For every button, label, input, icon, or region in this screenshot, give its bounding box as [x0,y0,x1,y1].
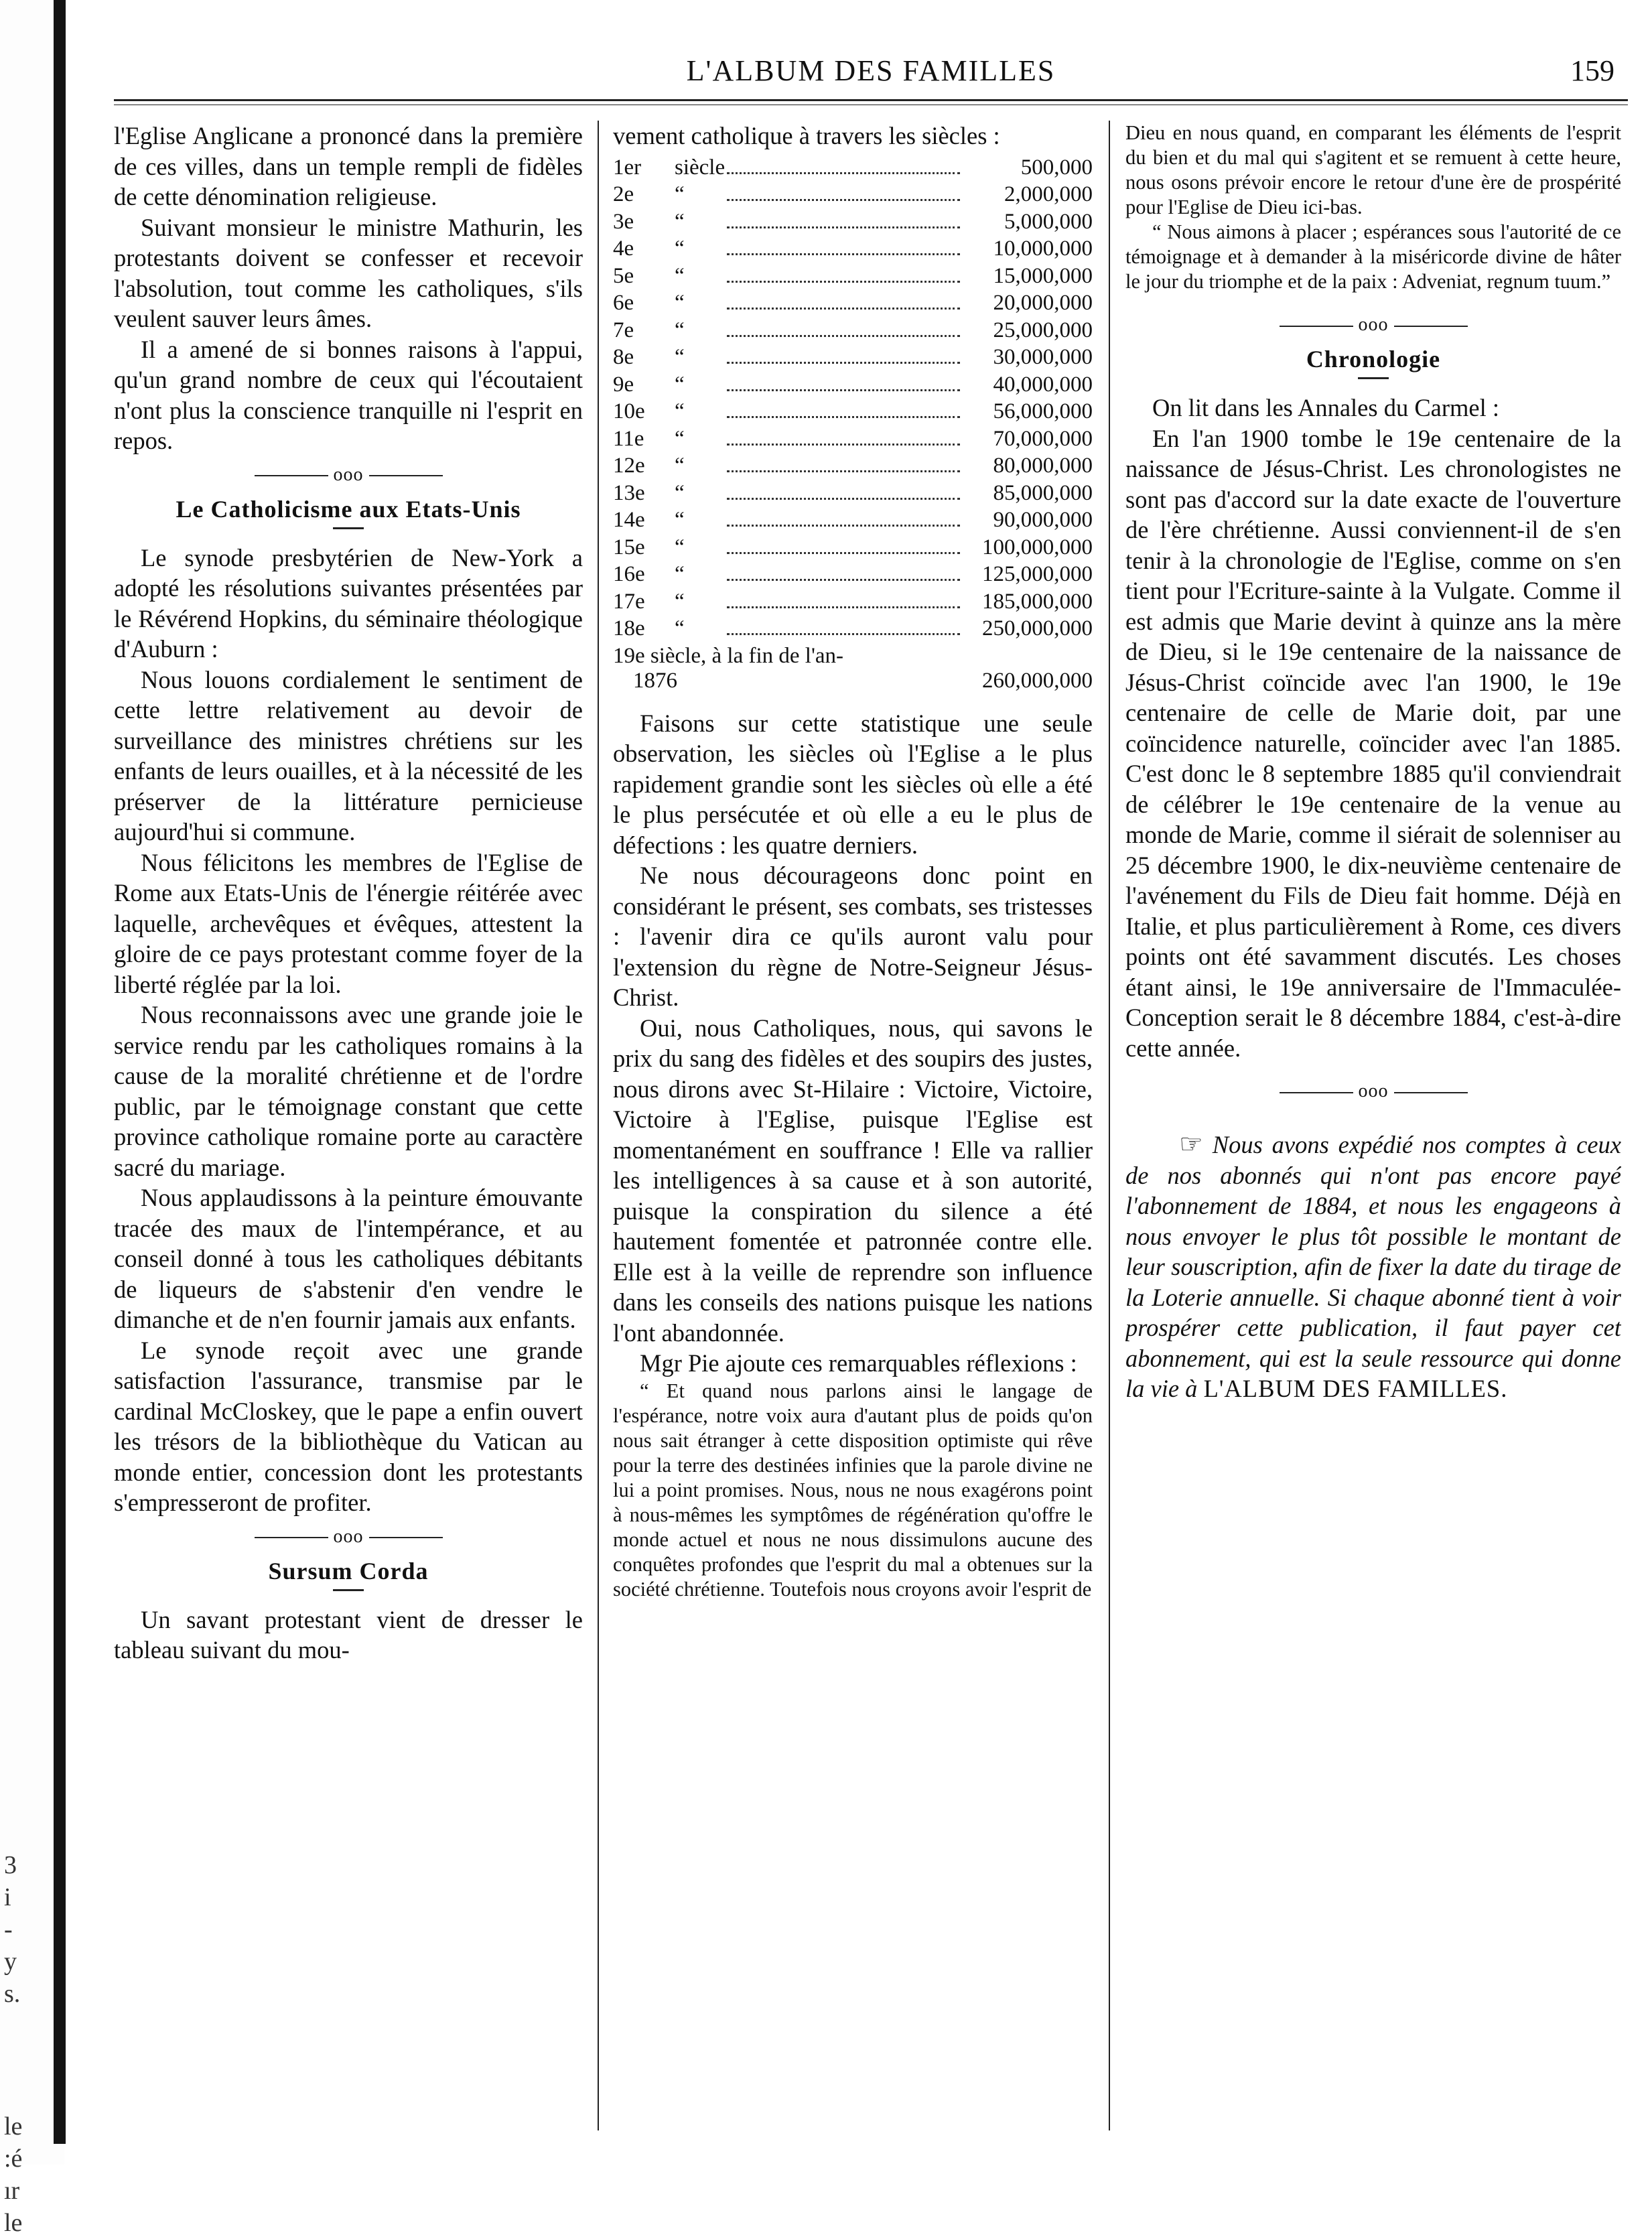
century-unit: “ [675,372,685,397]
leader-dots [727,389,960,391]
leader-dots [727,579,960,581]
century-value: 10,000,000 [993,236,1093,261]
paragraph: Mgr Pie ajoute ces remarquables réflexions : [640,1349,1077,1377]
century-value: 40,000,000 [993,372,1093,397]
century-statistics-table [613,155,1093,693]
century-number: 12e [613,454,645,478]
column-3 [1125,121,1621,2130]
section-heading: Chronologie [1306,346,1441,372]
century-number: 19e siècle, à la fin de l'an- [613,643,844,668]
century-value: 25,000,000 [993,318,1093,342]
leader-dots [727,633,960,635]
table-row [613,427,1093,454]
paragraph: Nous louons cordialement le sentiment de cette lettre relativement au devoir de surveillance des ministres chrétiens sur les enfants de leurs ouailles, et à la nécessité de les préserver de la littérature pernicieuse aujourd'hui si commune. [114,665,583,845]
quotation: Dieu en nous quand, en comparant les éléments de l'esprit du bien et du mal qui s'agitent et se remuent à cette heure, nous osons prévoir encore le retour d'une ère de prospérité pour l'Eglise de Dieu ici-bas. [1125,121,1621,218]
column-divider [598,121,599,2130]
column-2 [613,121,1093,2130]
leader-dots [727,498,960,500]
bleed-fragment: le [4,2209,23,2237]
pointing-hand-icon: ☞ [1179,1129,1203,1159]
paragraph: Nous applaudissons à la peinture émouvante tracée des maux de l'intempérance, et au conseil donné à tous les catholiques débitants de liqueurs de s'abstenir d'en vendre le dimanche et de n'en fournir jamais aux enfants. [114,1184,583,1333]
paragraph: Le synode reçoit avec une grande satisfaction l'assurance, transmise par le cardinal McCloskey, que le pape a enfin ouvert les trésors de la bibliothèque du Vatican au monde entier, concession dont les protestants s'empresseront de profiter. [114,1336,583,1516]
quotation: “ Et quand nous parlons ainsi le langage de l'espérance, notre voix aura d'autant plus de poids qu'on nous sait étranger à cette disposition optimiste qui rêve pour la terre des destinées infinies que la parole divine ne lui a point promises. Nous, nous ne nous exagérons point à nous-mêmes les symptômes de régénération qu'offre le monde actuel et nous ne nous dissimulons aucune des conquêtes profondes que l'esprit du mal a obtenues sur la société chrétienne. Toutefois nous croyons avoir l'esprit de [613,1379,1093,1601]
century-unit: “ [675,399,685,423]
century-value: 56,000,000 [993,399,1093,423]
century-number: 15e [613,535,645,559]
century-number: 18e [613,616,645,640]
century-value: 5,000,000 [1004,209,1093,234]
table-row [613,372,1093,400]
paragraph: Faisons sur cette statistique une seule observation, les siècles où l'Eglise a le plus rapidement grandie sont les siècles où elle a été le plus persécutée et où elle a eu le plus de défections : les quatre derniers. [613,709,1093,859]
header-rule [114,99,1628,101]
table-row [613,236,1093,264]
leader-dots [727,308,960,310]
table-row [613,616,1093,644]
century-number: 9e [613,372,634,397]
table-row [613,345,1093,372]
leader-dots [727,199,960,201]
century-number: 2e [613,182,634,206]
century-unit: “ [675,426,685,451]
table-row [613,562,1093,590]
century-unit: “ [675,616,685,640]
subscription-notice [1125,1129,1621,1404]
century-number: 16e [613,562,645,586]
table-row [613,590,1093,617]
leader-dots [727,253,960,255]
century-unit: “ [675,535,685,559]
running-title: L'ALBUM DES FAMILLES [686,54,1056,87]
bleed-fragment: :é [4,2145,23,2173]
century-value: 80,000,000 [993,454,1093,478]
century-unit: “ [675,480,685,505]
leader-dots [727,172,960,174]
section-separator: ooo [1125,1081,1621,1102]
paragraph: Il a amené de si bonnes raisons à l'appui, qu'un grand nombre de ceux qui l'écoutaient n'ont plus la conscience tranquille ni l'esprit en repos. [114,335,583,454]
century-unit: “ [675,182,685,206]
notice-text: Nous avons expédié nos comptes à ceux de nos abonnés qui n'ont pas encore payé l'abonnement de 1884, et nous les engageons à nous envoyer le plus tôt possible le montant de leur souscription, afin de fixer la date du tirage de la Loterie annuelle. Si chaque abonné tient à voir prospérer cette publication, il faut payer cet abonnement, qui est la seule ressource qui donne la vie à [1125,1131,1621,1402]
heading-dash [333,1589,364,1591]
bleed-fragment: i [4,1883,11,1911]
century-value: 500,000 [1020,155,1093,180]
century-number: 4e [613,236,634,261]
bleed-fragment: y [4,1948,17,1976]
century-value: 2,000,000 [1004,182,1093,206]
leader-dots [727,606,960,608]
century-unit: “ [675,454,685,478]
table-row [613,318,1093,346]
paragraph: Un savant protestant vient de dresser le tableau suivant du mou- [114,1605,583,1664]
century-value: 260,000,000 [982,668,1093,693]
century-value: 185,000,000 [982,589,1093,614]
paragraph: On lit dans les Annales du Carmel : [1152,394,1500,421]
page-number: 159 [1570,54,1614,87]
paragraph: Oui, nous Catholiques, nous, qui savons le prix du sang des fidèles et des soupirs des justes, nous dirons avec St-Hilaire : Victoire, Victoire, Victoire à l'Eglise, puisque l'Eglise est momentanément en souffrance ! Elle va rallier les intelligences à sa cause et à son autorité, puisque la conspiration du silence a été hautement fomentée et patronnée contre elle. Elle est à la veille de reprendre son influence dans les conseils des nations puisque les nations l'ont abandonnée. [613,1014,1093,1347]
binding-edge-rule [54,0,66,2144]
leader-dots [727,470,960,472]
century-value: 85,000,000 [993,480,1093,505]
century-value: 30,000,000 [993,345,1093,369]
leader-dots [727,525,960,527]
table-row [613,264,1093,291]
century-unit: “ [675,318,685,342]
century-number: 6e [613,291,634,315]
columns [114,121,1628,2130]
century-number: 7e [613,318,634,342]
leader-dots [727,444,960,446]
paragraph: Nous félicitons les membres de l'Eglise de Rome aux Etats-Unis de l'énergie réitérée avec laquelle, archevêques et évêques, attestent la gloire de ce pays protestant comme foyer de la liberté réglée par la loi. [114,848,583,998]
century-unit: “ [675,209,685,234]
table-row [613,454,1093,481]
century-value: 90,000,000 [993,508,1093,532]
bleed-fragment: s. [4,1980,21,2008]
page-header [114,40,1628,107]
century-value: 20,000,000 [993,291,1093,315]
paragraph: Ne nous décourageons donc point en considérant le présent, ses combats, ses tristesses : l'avenir dira ce qu'ils auront valu pour l'extension du règne de Notre-Seigneur Jésus-Christ. [613,862,1093,1011]
century-unit: “ [675,589,685,614]
century-number: 5e [613,263,634,288]
table-row [613,155,1093,183]
century-value: 100,000,000 [982,535,1093,559]
century-number: 13e [613,480,645,505]
bleed-fragment: - [4,1915,13,1944]
quotation: “ Nous aimons à placer ; espérances sous l'autorité de ce témoignage et à demander à la miséricorde divine de hâter le jour du triomphe et de la paix : Adveniat, regnum tuum.” [1125,220,1621,293]
section-separator: ooo [1125,314,1621,336]
newspaper-page [114,40,1628,2137]
paragraph: vement catholique à travers les siècles : [613,122,1000,149]
facing-page-bleed-text [4,1849,44,2239]
century-value: 15,000,000 [993,263,1093,288]
table-row [613,291,1093,318]
heading-dash [333,527,364,529]
section-separator: ooo [114,464,583,486]
century-value: 70,000,000 [993,426,1093,451]
century-number: 3e [613,209,634,234]
leader-dots [727,281,960,283]
century-number: 1er [613,155,642,180]
century-unit: siècle [675,155,726,180]
century-number: 11e [613,426,644,451]
leader-dots [727,552,960,554]
bleed-fragment: ır [4,2177,20,2205]
table-row [613,508,1093,535]
century-value: 250,000,000 [982,616,1093,640]
century-unit: “ [675,508,685,532]
table-row [613,644,1093,693]
paragraph: Nous reconnaissons avec une grande joie le service rendu par les catholiques romains à la cause de la moralité chrétienne et de l'ordre public, par le témoignage constant que cette province catholique romaine porte au caractère sacré du mariage. [114,1001,583,1181]
century-unit: “ [675,345,685,369]
column-1 [114,121,583,2130]
leader-dots [727,362,960,364]
table-row [613,210,1093,237]
century-number: 14e [613,508,645,532]
leader-dots [727,335,960,337]
leader-dots [727,416,960,418]
century-value: 125,000,000 [982,562,1093,586]
century-unit: “ [675,263,685,288]
notice-publication-name: L'ALBUM DES FAMILLES. [1203,1375,1508,1402]
century-number: 17e [613,589,645,614]
paragraph: Suivant monsieur le ministre Mathurin, les protestants doivent se confesser et recevoir l'absolution, tout comme les catholiques, s'ils veulent sauver leurs âmes. [114,213,583,332]
century-unit: “ [675,236,685,261]
heading-dash [1358,377,1389,379]
bleed-fragment: le [4,2112,23,2141]
leader-dots [727,226,960,228]
table-row [613,399,1093,427]
paragraph: En l'an 1900 tombe le 19e centenaire de la naissance de Jésus-Christ. Les chronologistes ne sont pas d'accord sur la date exacte de l'ouverture de l'ère chrétienne. Aussi conviennent-il de s'en tenir à la chronologie de l'Eglise, comme on s'en tient pour l'Ecriture-sainte à la Vulgate. Comme il est admis que Marie devint à quinze ans la mère de Dieu, si le 19e centenaire de la naissance de Jésus-Christ coïncide avec l'an 1900, le 19e centenaire de celle de Marie doit, par une coïncidence naturelle, coïncider avec l'an 1885. C'est donc le 8 septembre 1885 qu'il conviendrait de célébrer le 19e centenaire de la venue au monde de Marie, comme il siérait de solenniser au 25 décembre 1900, le dix-neuvième centenaire de l'avénement du Fils de Dieu fait homme. Déjà en Italie, et plus particulièrement à Rome, ces divers points ont été savamment discutés. Les choses étant ainsi, le 19e anniversaire de l'Immaculée-Conception serait le 8 décembre 1884, c'est-à-dire cette année. [1125,424,1621,1062]
paragraph: Le synode presbytérien de New-York a adopté les résolutions suivantes présentées par le Révérend Hopkins, du séminaire théologique d'Auburn : [114,543,583,663]
section-heading: Sursum Corda [268,1557,429,1584]
table-row [613,182,1093,210]
section-heading: Le Catholicisme aux Etats-Unis [176,495,521,523]
century-unit: “ [675,291,685,315]
century-number: 8e [613,345,634,369]
column-divider [1109,121,1110,2130]
section-separator: ooo [114,1526,583,1548]
century-number: 10e [613,399,645,423]
paragraph: l'Eglise Anglicane a prononcé dans la première de ces villes, dans un temple rempli de fidèles de cette dénomination religieuse. [114,122,583,210]
bleed-fragment: 3 [4,1851,17,1879]
table-row [613,481,1093,508]
year: 1876 [633,668,677,693]
table-row [613,535,1093,563]
century-unit: “ [675,562,685,586]
